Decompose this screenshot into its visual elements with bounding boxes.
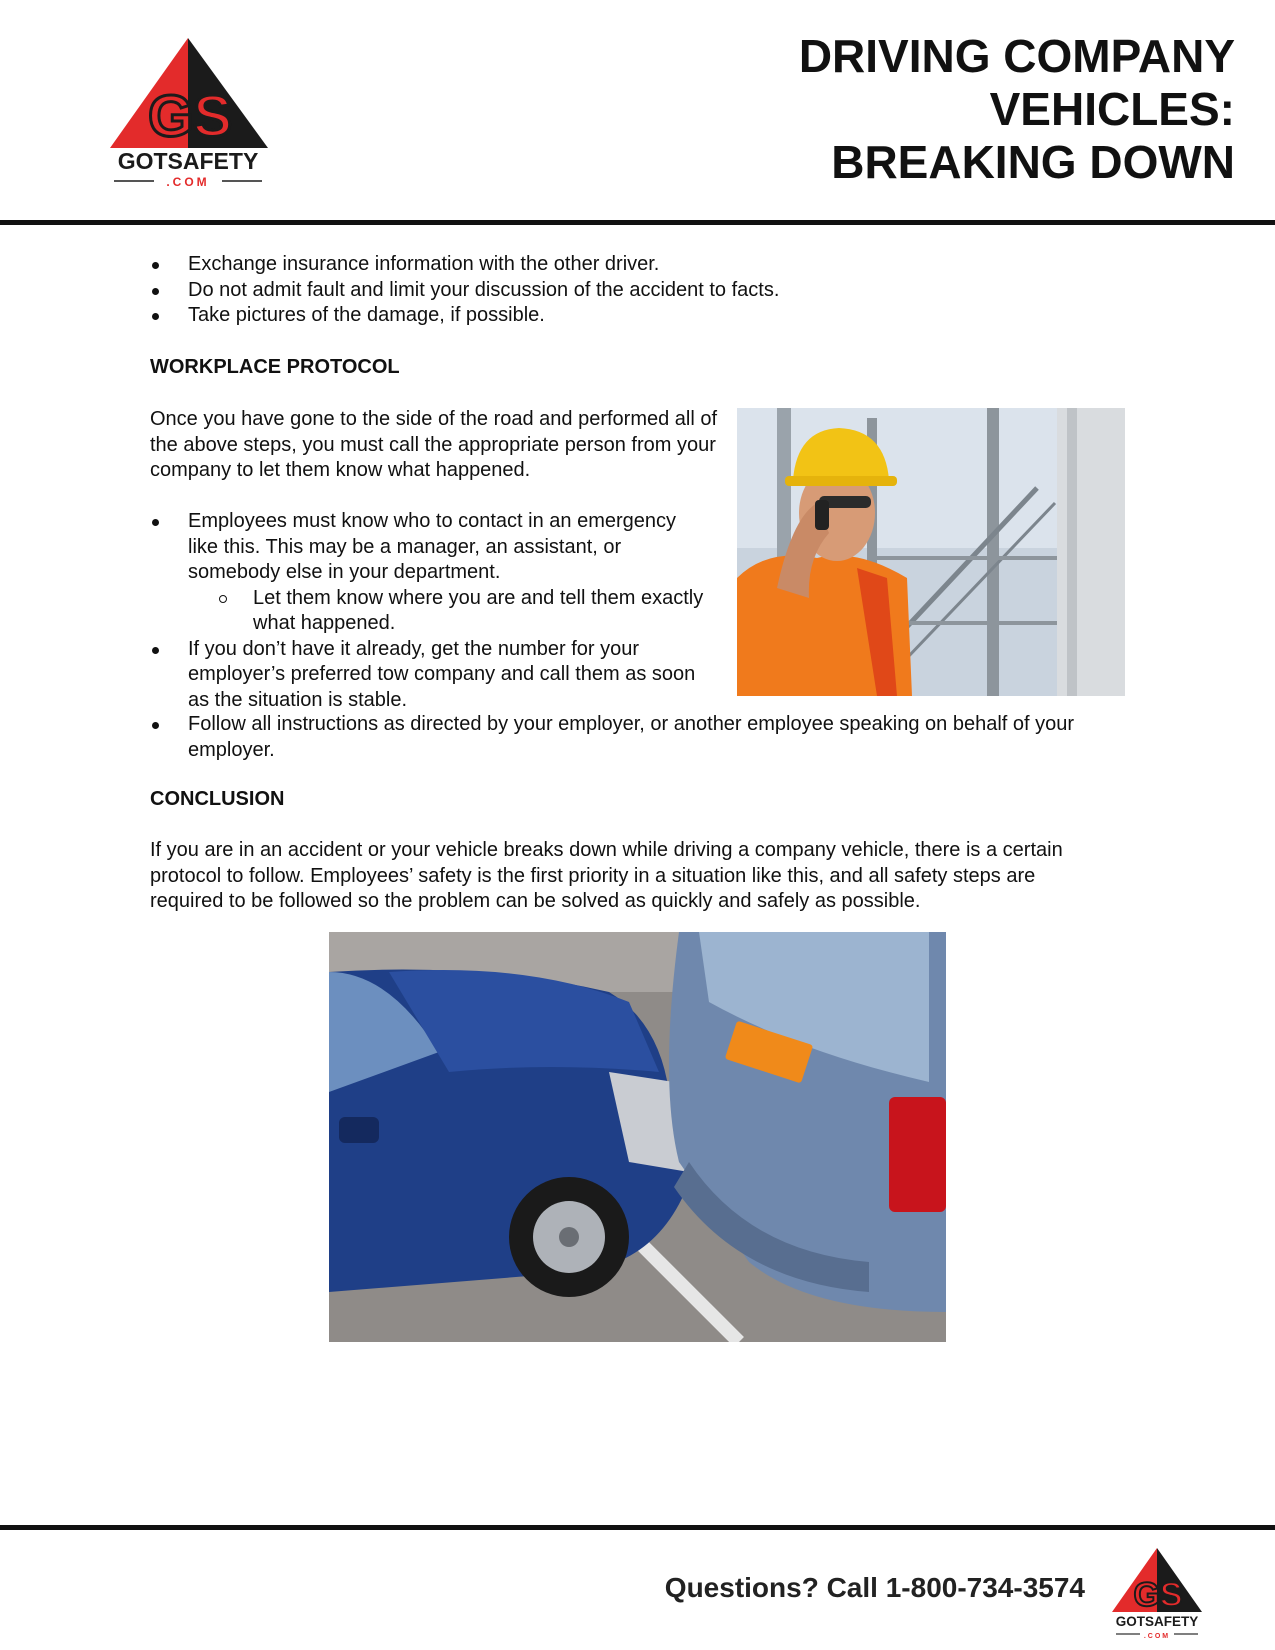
workplace-bullet-list [150,509,710,713]
gotsafety-logo-icon [1108,1546,1206,1640]
logo-initials: GS [148,84,232,149]
title-line-3: BREAKING DOWN [831,136,1235,188]
intro-bullet-list [150,252,1050,329]
footer-divider [0,1525,1275,1530]
logo-initials: GS [1133,1576,1183,1614]
document-title [595,30,1235,189]
list-item: If you don’t have it already, get the number for your employer’s preferred tow company and call them as soon as the situation is stable. [150,637,710,714]
logo-suffix: .COM [1143,1633,1171,1640]
header-divider [0,220,1275,225]
logo-name: GOTSAFETY [1115,1614,1199,1629]
sub-list-item: Let them know where you are and tell them exactly what happened. [150,586,710,637]
gotsafety-logo [110,36,280,196]
footer-logo [1108,1546,1206,1640]
footer-phone-text: Questions? Call 1-800-734-3574 [664,1572,1085,1603]
title-line-2: VEHICLES: [989,83,1235,135]
list-item: Do not admit fault and limit your discussion of the accident to facts. [150,278,1050,304]
list-item: Exchange insurance information with the other driver. [150,252,1050,278]
workplace-paragraph: Once you have gone to the side of the road and performed all of the above steps, you must call the appropriate person from your company to let them know what happened. [150,408,718,481]
conclusion-heading: CONCLUSION [150,788,285,810]
logo-suffix: .COM [166,175,210,189]
worker-on-phone-photo [737,408,1125,696]
list-item: Follow all instructions as directed by your employer, or another employee speaking on behalf of your employer. [150,712,1130,763]
workplace-final-bullet-list [150,712,1130,763]
title-line-1: DRIVING COMPANY [798,30,1235,82]
car-collision-photo [329,932,946,1342]
workplace-protocol-heading: WORKPLACE PROTOCOL [150,356,400,378]
conclusion-paragraph: If you are in an accident or your vehicle breaks down while driving a company vehicle, there is a certain protocol to follow. Employees’ safety is the first priority in a situation like this, and all safety steps are required to be followed so the problem can be solved as quickly and safely as possible. [150,839,1063,912]
list-item: Employees must know who to contact in an emergency like this. This may be a manager, an assistant, or somebody else in your department. [150,509,710,586]
logo-name: GOTSAFETY [117,148,259,174]
gotsafety-logo-icon [110,36,280,196]
list-item: Take pictures of the damage, if possible. [150,303,1050,329]
